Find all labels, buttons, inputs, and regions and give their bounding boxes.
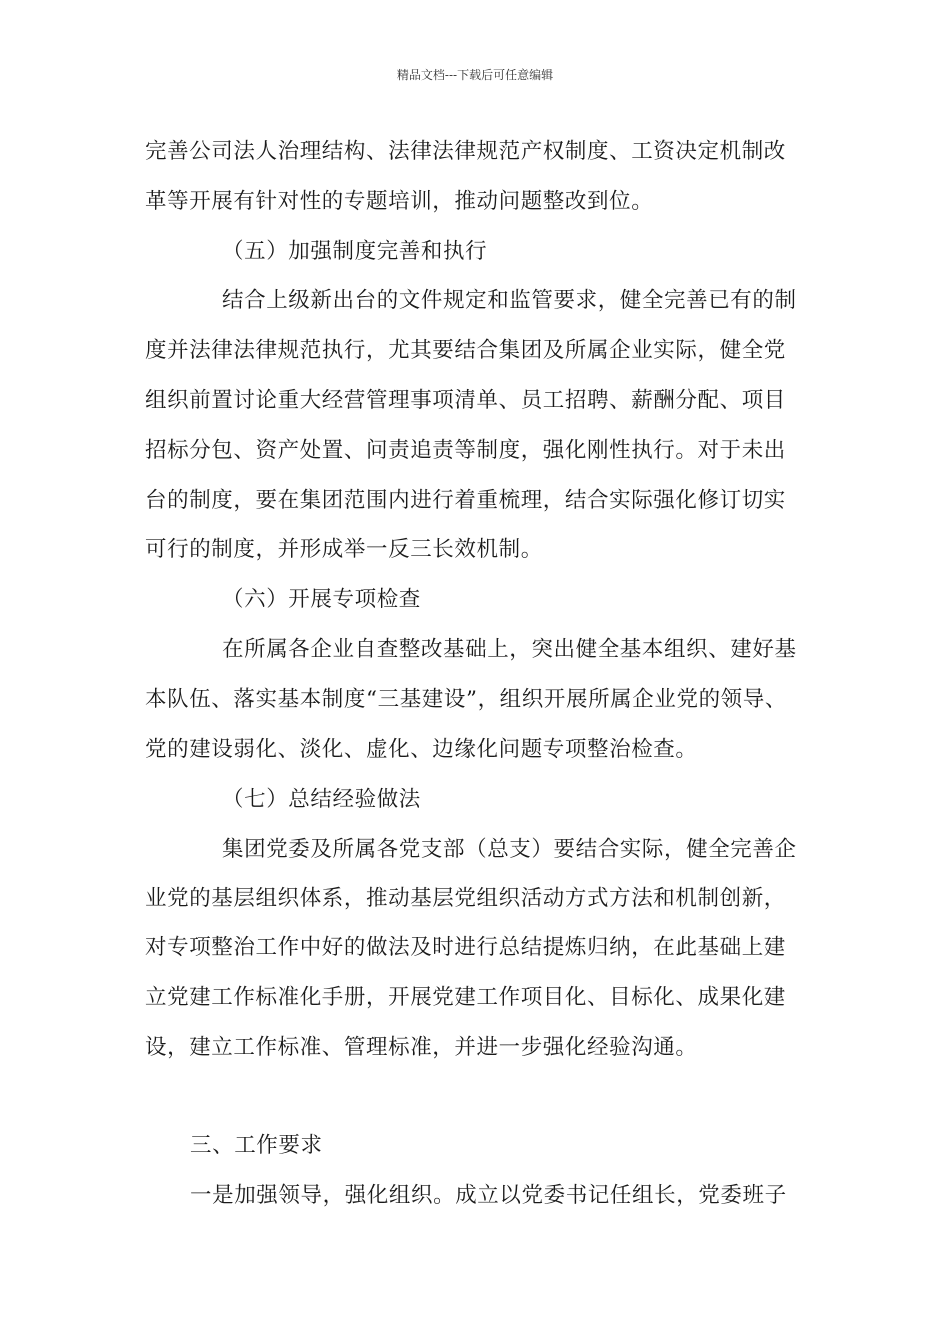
- section-heading: （五）加强制度完善和执行: [222, 239, 488, 264]
- section-heading: （六）开展专项检查: [222, 587, 421, 612]
- body-line: 结合上级新出台的文件规定和监管要求，健全完善已有的制: [222, 288, 797, 313]
- chapter-heading: 三、工作要求: [190, 1133, 323, 1158]
- body-line: 一是加强领导，强化组织。成立以党委书记任组长，党委班子: [190, 1183, 787, 1208]
- body-line: 立党建工作标准化手册，开展党建工作项目化、目标化、成果化建: [145, 985, 786, 1010]
- body-line: 革等开展有针对性的专题培训，推动问题整改到位。: [145, 189, 654, 214]
- body-line: 党的建设弱化、淡化、虚化、边缘化问题专项整治检查。: [145, 737, 698, 762]
- body-line: 可行的制度，并形成举一反三长效机制。: [145, 537, 543, 562]
- body-line: 业党的基层组织体系，推动基层党组织活动方式方法和机制创新，: [145, 886, 786, 911]
- body-line: 组织前置讨论重大经营管理事项清单、员工招聘、薪酬分配、项目: [145, 388, 786, 413]
- body-line: 在所属各企业自查整改基础上，突出健全基本组织、建好基: [222, 637, 797, 662]
- body-line: 完善公司法人治理结构、法律法律规范产权制度、工资决定机制改: [145, 139, 786, 164]
- body-line: 度并法律法律规范执行，尤其要结合集团及所属企业实际，健全党: [145, 338, 786, 363]
- body-line: 台的制度，要在集团范围内进行着重梳理，结合实际强化修订切实: [145, 488, 786, 513]
- section-heading: （七）总结经验做法: [222, 787, 421, 812]
- body-line: 招标分包、资产处置、问责追责等制度，强化刚性执行。对于未出: [145, 438, 786, 463]
- body-line: 对专项整治工作中好的做法及时进行总结提炼归纳，在此基础上建: [145, 935, 786, 960]
- page-header: 精品文档---下载后可任意编辑: [396, 68, 554, 82]
- body-line: 本队伍、落实基本制度“三基建设”，组织开展所属企业党的领导、: [145, 687, 787, 712]
- body-line: 集团党委及所属各党支部（总支）要结合实际，健全完善企: [222, 837, 797, 862]
- body-line: 设，建立工作标准、管理标准，并进一步强化经验沟通。: [145, 1035, 698, 1060]
